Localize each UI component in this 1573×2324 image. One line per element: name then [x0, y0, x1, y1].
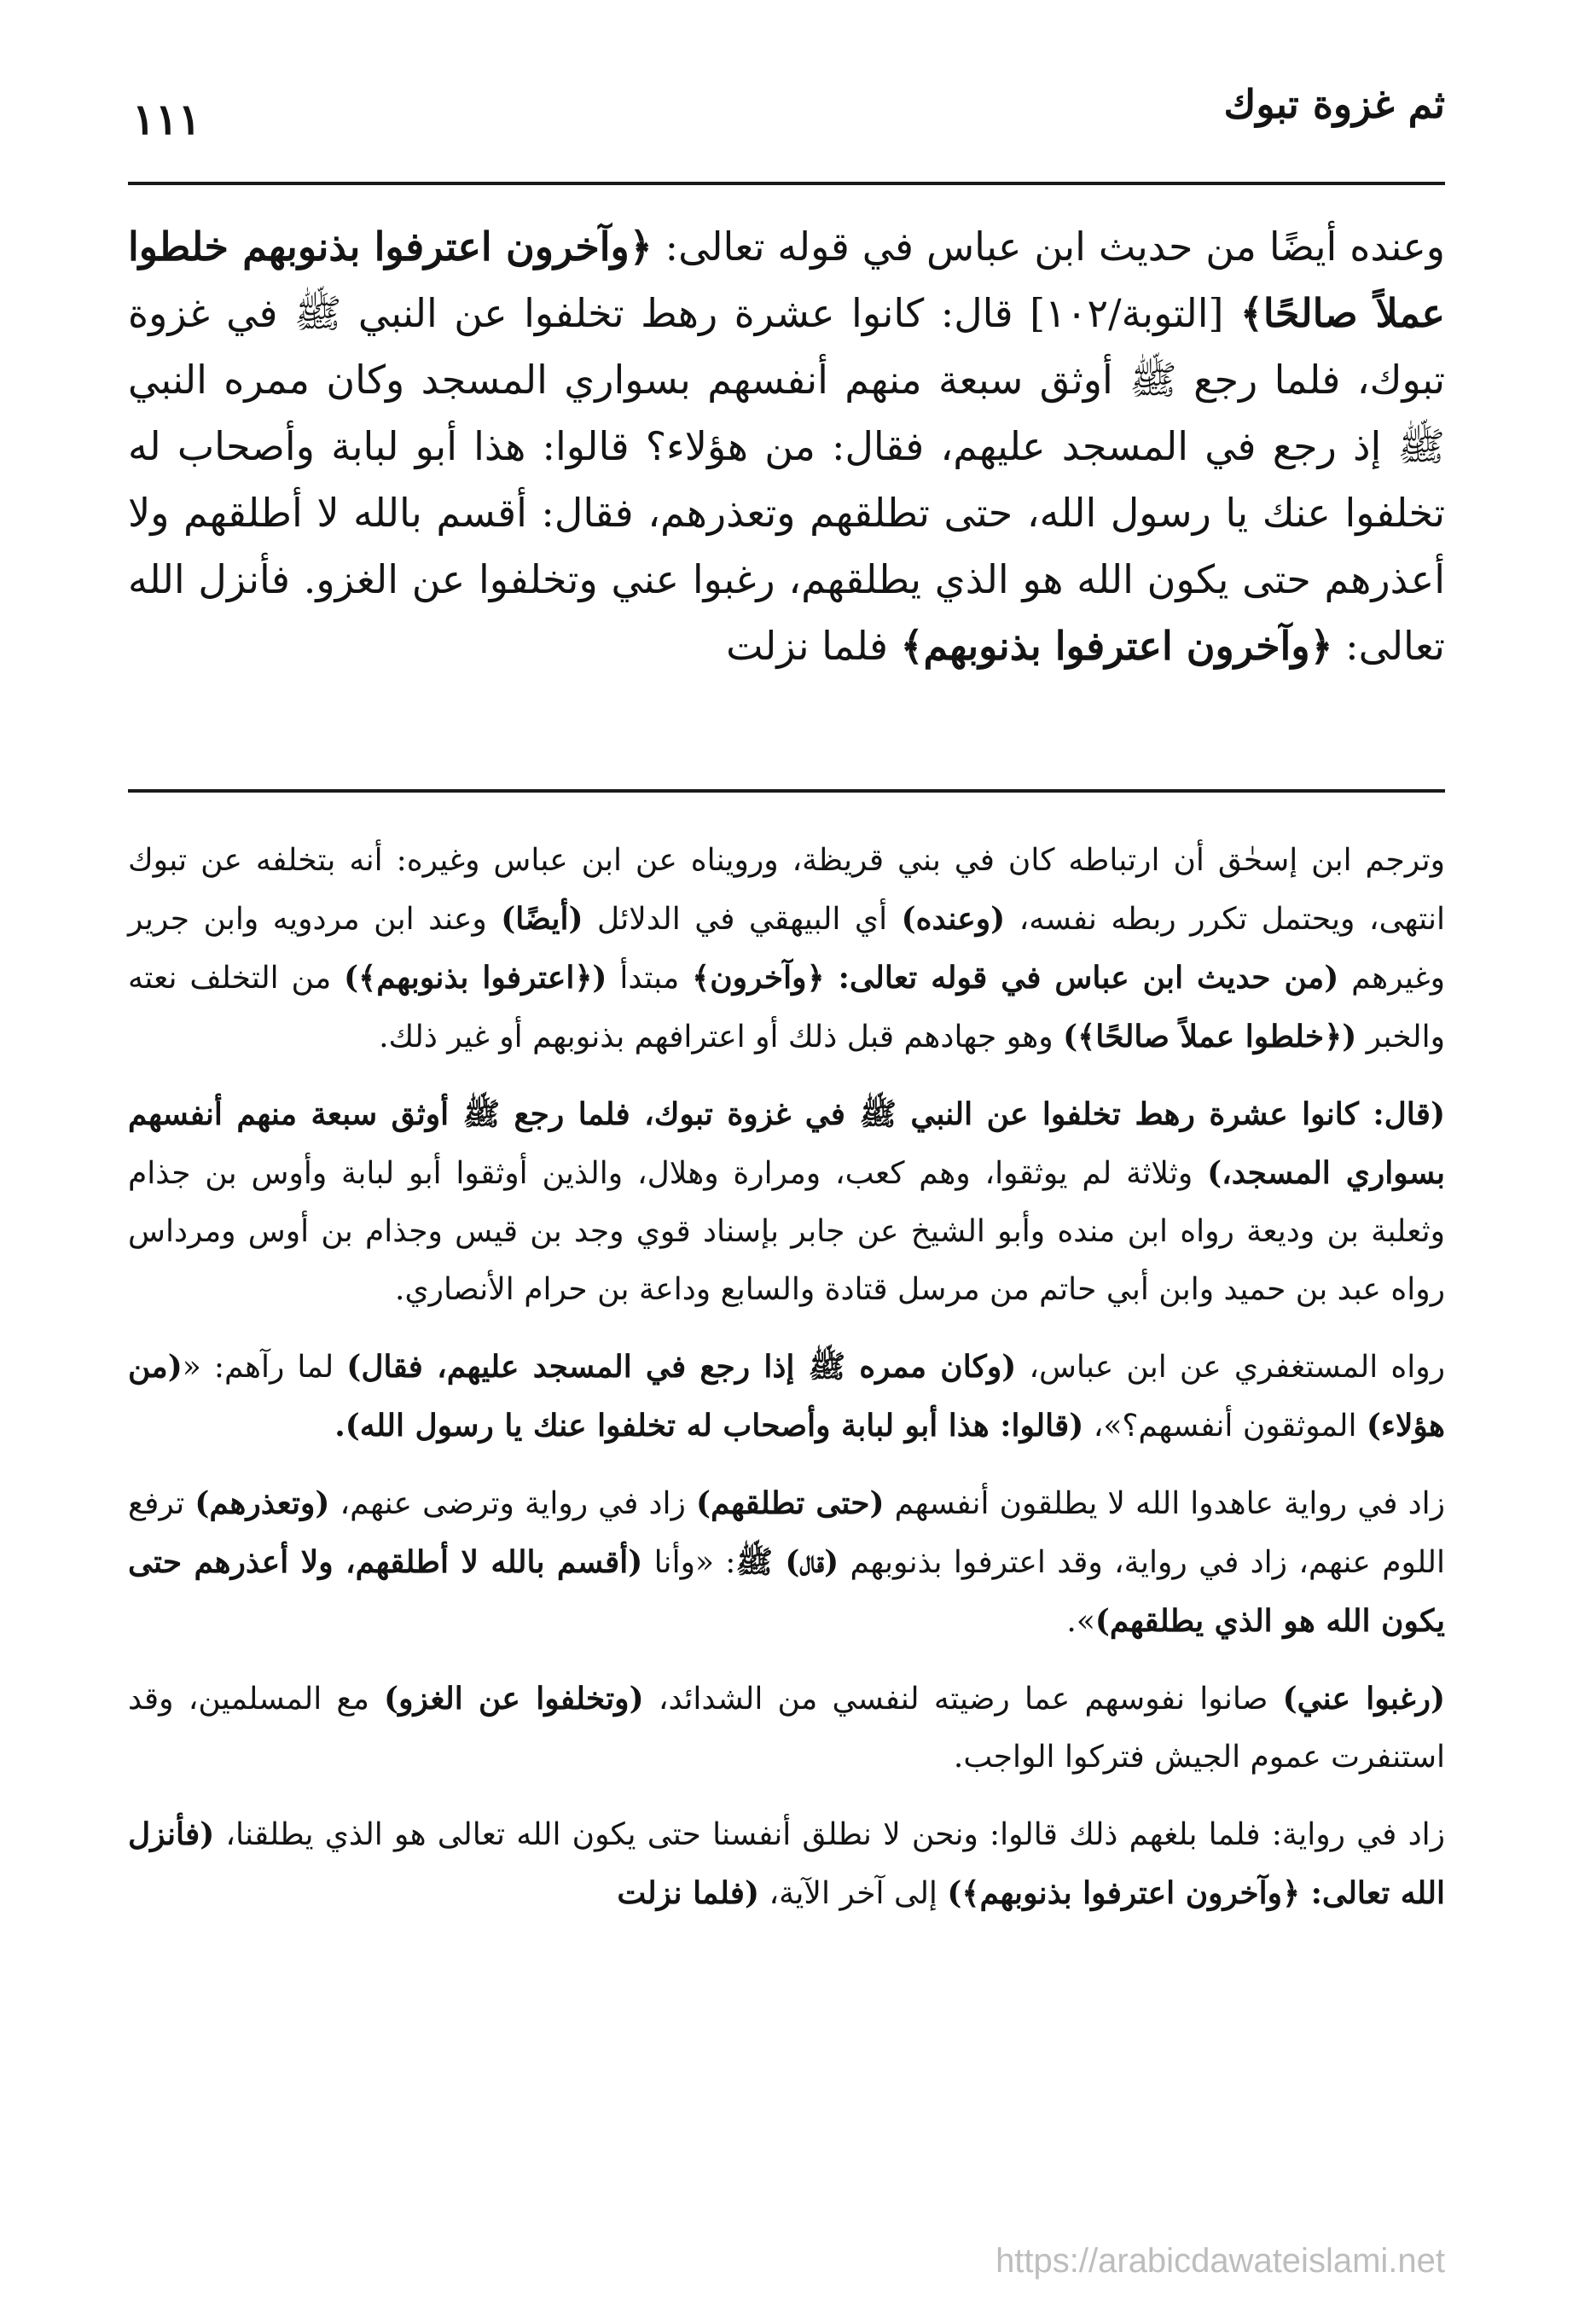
- bold-segment: (فلما نزلت: [617, 1875, 760, 1911]
- main-paragraph: [128, 213, 1445, 679]
- bold-segment: ﴿وآخرون اعترفوا بذنوبهم خلطوا عملاً صالحًا﴾: [128, 224, 1445, 336]
- text-segment: زاد في رواية وترضى عنهم،: [329, 1486, 696, 1521]
- text-segment: فلما نزلت: [726, 623, 901, 669]
- commentary-paragraph: [128, 1085, 1445, 1319]
- bold-segment: (وكان ممره ﷺ إذا رجع في المسجد عليهم، فقال): [346, 1349, 1017, 1385]
- text-segment: وثلاثة لم يوثقوا، وهم كعب، ومرارة وهلال، والذين أوثقوا أبو لبابة وأوس بن جذام وثعلبة بن وديعة رواه ابن منده وأبو الشيخ عن جابر بإسناد قوي وجد بن قيس وجذام بن أوس ومرداس رواه عبد بن حميد وابن أبي حاتم من مرسل قتادة والسابع وداعة بن حرام الأنصاري.: [128, 1156, 1445, 1307]
- text-segment: مبتدأ: [607, 961, 693, 996]
- bold-segment: (﴿خلطوا عملاً صالحًا﴾): [1063, 1019, 1357, 1055]
- text-segment: [التوبة/١٠٢] قال: كانوا عشرة رهط تخلفوا عن النبي ﷺ في غزوة تبوك، فلما رجع ﷺ أوثق سبعة منهم أنفسهم بسواري المسجد وكان ممره النبي ﷺ إذ رجع في المسجد عليهم، فقال: من هؤلاء؟ قالوا: هذا أبو لبابة وأصحاب له تخلفوا عنك يا رسول الله، حتى تطلقهم وتعذرهم، فقال: أقسم بالله لا أطلقهم ولا أعذرهم حتى يكون الله هو الذي يطلقهم، رغبوا عني وتخلفوا عن الغزو. فأنزل الله تعالى:: [128, 290, 1445, 669]
- bold-segment: (وعنده): [901, 901, 1006, 937]
- text-segment: صانوا نفوسهم عما رضيته لنفسي من الشدائد،: [643, 1682, 1283, 1717]
- commentary-paragraph: [128, 1474, 1445, 1651]
- main-text: [128, 213, 1445, 679]
- text-segment: رواه المستغفري عن ابن عباس،: [1016, 1350, 1445, 1385]
- text-segment: وعنده أيضًا من حديث ابن عباس في قوله تعالى:: [652, 224, 1446, 270]
- bold-segment: (أقسم بالله لا أطلقهم، ولا أعذرهم حتى يكون الله هو الذي يطلقهم): [128, 1544, 1445, 1639]
- commentary-paragraph: [128, 832, 1445, 1066]
- bold-segment: (وتعذرهم): [194, 1485, 330, 1521]
- bold-segment: (قال) ﷺ: [735, 1544, 839, 1580]
- text-segment: ».: [1066, 1604, 1095, 1639]
- text-segment: : «وأنا: [642, 1545, 736, 1580]
- bold-segment: (حتى تطلقهم): [695, 1485, 885, 1521]
- text-segment: وعند ابن مردويه وابن جرير وغيرهم: [128, 902, 1446, 996]
- bold-segment: (وتخلفوا عن الغزو): [384, 1681, 644, 1717]
- watermark: https://arabicdawateislami.net: [995, 2242, 1445, 2280]
- commentary-paragraph: [128, 1805, 1445, 1923]
- text-segment: وهو جهادهم قبل ذلك أو اعترافهم بذنوبهم أو غير ذلك.: [379, 1020, 1064, 1055]
- text-segment: الموثقون أنفسهم؟»،: [1083, 1409, 1367, 1444]
- bold-segment: ﴿وآخرون اعترفوا بذنوبهم﴾: [900, 623, 1333, 669]
- bold-segment: (فأنزل الله تعالى: ﴿وآخرون اعترفوا بذنوبهم﴾): [128, 1816, 1445, 1911]
- commentary: [128, 832, 1445, 1942]
- text-segment: ترفع اللوم عنهم، زاد في رواية، وقد اعترفوا بذنوبهم: [128, 1486, 1445, 1580]
- text-segment: أي البيهقي في الدلائل: [583, 902, 902, 937]
- text-segment: إلى آخر الآية،: [759, 1876, 948, 1911]
- bold-segment: (قالوا: هذا أبو لبابة وأصحاب له تخلفوا عنك يا رسول الله).: [334, 1408, 1084, 1444]
- text-segment: زاد في رواية عاهدوا الله لا يطلقون أنفسهم: [884, 1486, 1445, 1521]
- bold-segment: (من حديث ابن عباس في قوله تعالى: ﴿وآخرون﴾: [692, 960, 1339, 996]
- bold-segment: (من هؤلاء): [128, 1349, 1445, 1444]
- text-segment: زاد في رواية: فلما بلغهم ذلك قالوا: ونحن لا نطلق أنفسنا حتى يكون الله تعالى هو الذي يطلقنا،: [214, 1817, 1445, 1852]
- commentary-paragraph: [128, 1670, 1445, 1787]
- text-segment: مع المسلمين، وقد استنفرت عموم الجيش فتركوا الواجب.: [128, 1682, 1445, 1775]
- page-number: ١١١: [132, 94, 201, 144]
- bold-segment: (رغبوا عني): [1282, 1681, 1445, 1717]
- text-segment: وترجم ابن إسحٰق أن ارتباطه كان في بني قريظة، ورويناه عن ابن عباس وغيره: أنه بتخلفه عن تبوك انتهى، ويحتمل تكرر ربطه نفسه،: [128, 843, 1445, 937]
- separator-rule: [128, 789, 1445, 793]
- bold-segment: (أيضًا): [501, 901, 583, 937]
- text-segment: من التخلف نعته والخبر: [128, 961, 1445, 1055]
- commentary-paragraph: [128, 1338, 1445, 1455]
- running-head: ثم غزوة تبوك: [1223, 81, 1445, 127]
- text-segment: لما رآهم: «: [182, 1350, 347, 1385]
- bold-segment: (قال: كانوا عشرة رهط تخلفوا عن النبي ﷺ في غزوة تبوك، فلما رجع ﷺ أوثق سبعة منهم أنفسهم بسواري المسجد،): [128, 1096, 1446, 1191]
- header-rule: [128, 182, 1445, 185]
- bold-segment: (﴿اعترفوا بذنوبهم﴾): [344, 960, 607, 996]
